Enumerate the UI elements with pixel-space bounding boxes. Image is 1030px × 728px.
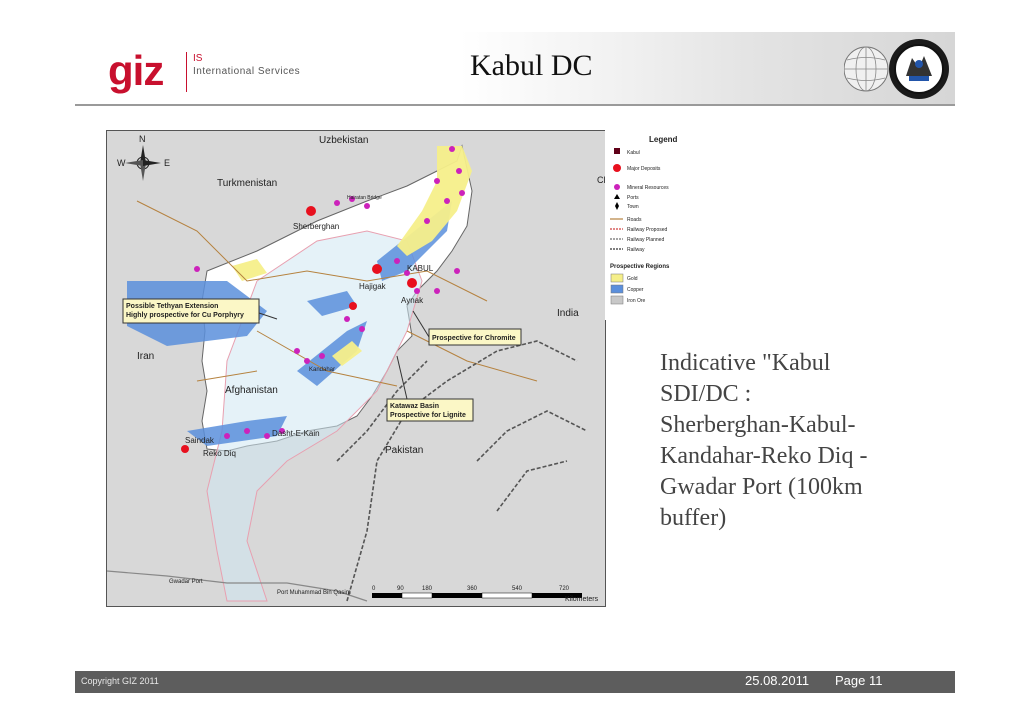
callout-chromite-text: Prospective for Chromite [432,335,516,342]
label-iran: Iran [137,351,155,362]
callout-katawaz-text: Katawaz Basin Prospective for Lignite [390,403,466,419]
scale-tick-1: 90 [397,586,404,592]
legend-item-roads: Roads [627,217,642,223]
callout-tethyan-text: Possible Tethyan Extension [126,303,219,310]
legend-item-kabul: Kabul [627,150,640,156]
page-number: Page 11 [835,673,883,688]
gear-seal-icon [889,39,949,99]
indicative-text: Indicative "Kabul SDI/DC : Sherberghan-Kabul- Kandahar-Reko Diq - Gwadar Port (100km buffer) [660,350,868,531]
globe-icon [844,47,888,91]
callout-tethyan-text-line-2: Highly prospective for Cu Porphyry [126,312,244,319]
label-saindak: Saindak [185,436,214,445]
label-uzbekistan: Uzbekistan [319,135,369,146]
legend-item-deposits: Major Deposits [627,166,661,172]
footer-bar [75,671,955,693]
legend-deposit-swatch [613,164,621,172]
legend-item-rail-planned: Railway Planned [627,237,665,243]
scale-unit: Kilometers [565,596,599,603]
scale-tick-3: 360 [467,586,478,592]
legend-item-town: Town [627,204,639,210]
page-title: Kabul DC [470,49,593,82]
legend-mineral-swatch [614,184,620,190]
legend-region-copper: Copper [627,287,644,293]
label-afghanistan: Afghanistan [225,385,278,396]
logo-divider [186,52,187,92]
scale-tick-2: 180 [422,586,433,592]
map-legend [605,130,677,320]
label-port-qasim: Port Muhammad Bin Qasim [277,590,351,596]
callout-katawaz-text-line-2: Prospective for Lignite [390,412,466,419]
label-dasht-e-kain: Dasht-E-Kain [272,429,320,438]
logo-line1: IS [193,53,203,64]
compass-w: W [117,158,126,168]
emblem-icon [844,36,950,102]
legend-kabul-swatch [614,148,620,154]
copyright-text: Copyright GIZ 2011 [81,676,159,686]
label-gwadar-port: Gwadar Port [169,579,203,585]
legend-item-ports: Ports [627,195,639,201]
legend-item-rail-proposed: Railway Proposed [627,227,668,233]
label-aynak: Aynak [401,296,424,305]
compass-e: E [164,158,171,168]
label-hajigak: Hajigak [359,282,386,291]
callout-tethyan [123,299,277,323]
legend-title: Legend [649,135,677,144]
footer-date: 25.08.2011 [745,673,810,688]
logo-line2: International Services [193,66,301,77]
legend-item-minerals: Mineral Resources [627,185,669,191]
label-kandahar: Kandahar [309,367,336,373]
major-deposit [372,264,382,274]
scale-tick-4: 540 [512,586,523,592]
logo-brand: giz [108,47,164,94]
label-hairatan: Hairatan Bridge [347,195,382,201]
label-pakistan: Pakistan [385,445,424,456]
label-india: India [557,308,579,319]
major-deposit [349,302,357,310]
header-rule [75,104,955,106]
scale-tick-0: 0 [372,586,376,592]
major-deposit [181,445,189,453]
legend-item-railway: Railway [627,247,645,253]
legend-iron-swatch [611,296,623,304]
legend-gold-swatch [611,274,623,282]
label-cl: Cl [597,175,606,185]
label-reko-diq: Reko Diq [203,449,236,458]
scale-tick-5: 720 [559,586,570,592]
legend-region-gold: Gold [627,276,638,282]
compass-n: N [139,134,146,144]
major-deposit [306,206,316,216]
afghanistan-mineral-map [106,130,606,607]
legend-copper-swatch [611,285,623,293]
legend-region-iron: Iron Ore [627,298,646,304]
giz-logo [108,48,318,98]
label-sherberghan: Sherberghan [293,222,340,231]
label-kabul: KABUL [407,264,434,273]
label-turkmenistan: Turkmenistan [217,178,278,189]
legend-regions-title: Prospective Regions [610,264,670,270]
major-deposit [407,278,417,288]
